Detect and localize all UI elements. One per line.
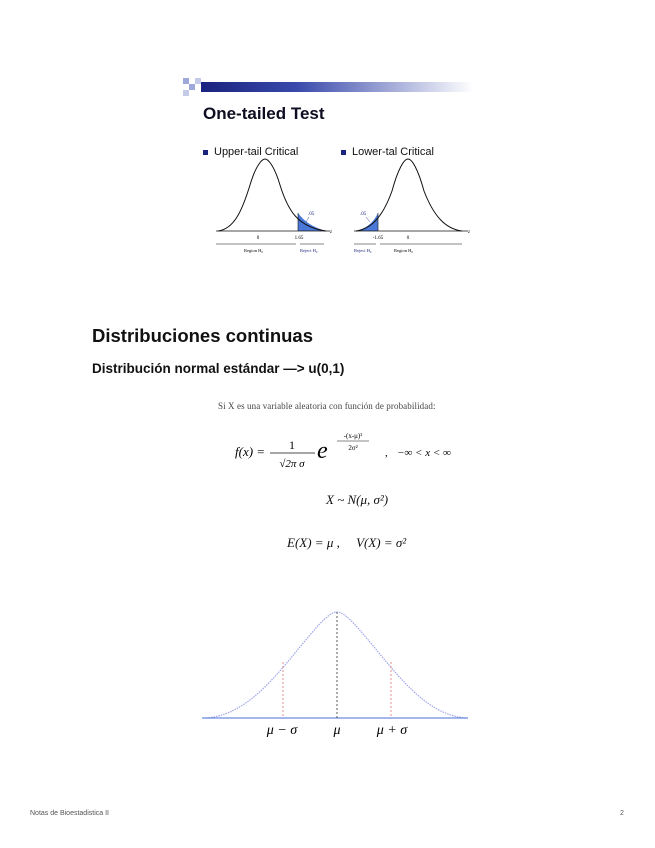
upper-tail-area-label: .05 (308, 212, 315, 217)
upper-tail-tick-crit: 1.65 (294, 236, 304, 241)
upper-tail-area-pointer (306, 217, 309, 222)
upper-tail-region-accept: Region H₀ (244, 248, 263, 253)
density-formula (225, 425, 455, 475)
moments-formula: E(X) = μ , V(X) = σ² (287, 535, 407, 550)
upper-tail-tick-zero: 0 (256, 236, 260, 241)
page-number: 2 (620, 810, 624, 817)
lower-tail-curve (356, 159, 462, 231)
bullet-upper-tail-label: Upper-tail Critical (214, 146, 299, 158)
slide-title: One-tailed Test (203, 104, 325, 123)
lower-tail-tick-crit: -1.65 (372, 236, 384, 241)
upper-tail-plot (212, 155, 340, 257)
bullet-marker (203, 150, 208, 155)
bullet-lower-tail-label: Lower-tal Critical (352, 146, 434, 158)
label-mu-minus-sigma: μ − σ (266, 723, 298, 738)
lower-tail-plot (350, 155, 480, 257)
slide-decoration-bar (183, 78, 473, 96)
section-subheading: Distribución normal estándar —> u(0,1) (92, 361, 345, 376)
lower-tail-area-pointer (366, 217, 370, 222)
formula-lhs: f(x) = (235, 444, 266, 459)
footer-title: Notas de Bioestadistica II (30, 810, 109, 817)
lower-tail-tick-zero: 0 (406, 236, 410, 241)
label-mu: μ (333, 723, 341, 738)
formula-exp-base: e (317, 438, 328, 464)
distribution-notation: X ~ N(μ, σ²) (326, 492, 389, 507)
formula-exponent-num: -(x-μ)² (343, 432, 363, 440)
lower-tail-area-label: .05 (360, 212, 367, 217)
formula-domain: −∞ < x < ∞ (397, 447, 451, 459)
section-heading: Distribuciones continuas (92, 325, 314, 346)
normal-curve-chart (200, 605, 470, 740)
bullet-marker (341, 150, 346, 155)
intro-text: Si X es una variable aleatoria con función de probabilidad: (218, 401, 436, 411)
formula-comma: , (385, 447, 388, 459)
upper-tail-region-reject: Reject H₀ (300, 248, 318, 253)
lower-tail-axis-var: z (468, 230, 470, 235)
upper-tail-curve (218, 159, 326, 231)
lower-tail-region-accept: Region H₀ (394, 248, 413, 253)
label-mu-plus-sigma: μ + σ (376, 723, 408, 738)
lower-tail-region-reject: Reject H₀ (354, 248, 372, 253)
formula-exponent-den: 2σ² (348, 444, 358, 452)
formula-numerator: 1 (289, 438, 295, 452)
formula-denominator: √2π σ (279, 458, 305, 470)
normal-curve (206, 612, 466, 718)
upper-tail-axis-var: z (330, 230, 332, 235)
